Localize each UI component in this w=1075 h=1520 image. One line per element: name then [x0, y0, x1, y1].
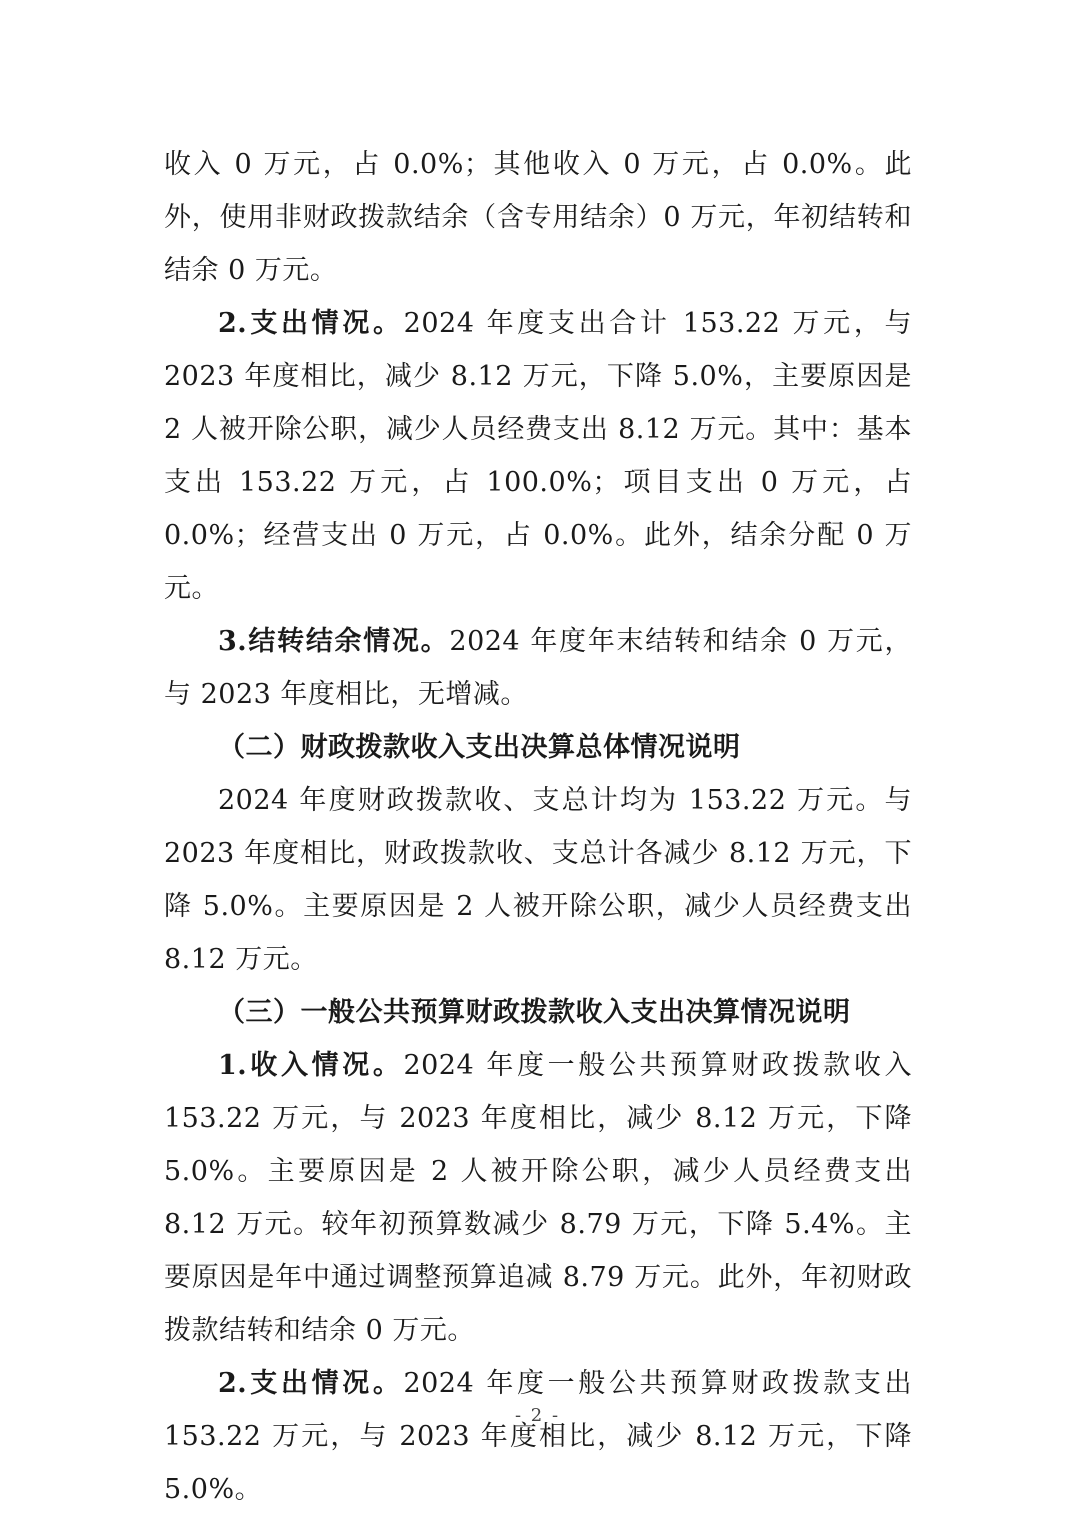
- general-income-lead: 1.收入情况。: [218, 1050, 404, 1081]
- paragraph-income-continued: 收入 0 万元，占 0.0%；其他收入 0 万元，占 0.0%。此外，使用非财政拨款结余（含专用结余）0 万元，年初结转和结余 0 万元。: [164, 149, 912, 286]
- carryover-lead: 3.结转结余情况。: [218, 626, 450, 657]
- general-expenditure-body: 2024 年度一般公共预算财政拨款支出 153.22 万元，与 2023 年度相比，减少 8.12 万元，下降 5.0%。: [164, 1368, 913, 1505]
- paragraph-expenditure: [164, 297, 912, 615]
- carryover-body: 2024 年度年末结转和结余 0 万元，与 2023 年度相比，无增减。: [164, 626, 913, 710]
- expenditure-lead: 2.支出情况。: [218, 308, 404, 339]
- paragraph-general-income: [164, 1039, 912, 1357]
- section-heading-2: （二）财政拨款收入支出决算总体情况说明: [218, 732, 741, 763]
- general-income-body: 2024 年度一般公共预算财政拨款收入 153.22 万元，与 2023 年度相比，减少 8.12 万元，下降 5.0%。主要原因是 2 人被开除公职，减少人员经费支出 8.12 万元。较年初预算数减少 8.79 万元，下降 5.4%。主要原因是年中通过调整预算追减 8.79 万元。此外，年初财政拨款结转和结余 0 万元。: [164, 1050, 913, 1346]
- expenditure-body: 2024 年度支出合计 153.22 万元，与 2023 年度相比，减少 8.12 万元，下降 5.0%，主要原因是 2 人被开除公职，减少人员经费支出 8.12 万元。其中：基本支出 153.22 万元，占 100.0%；项目支出 0 万元，占 0.0%；经营支出 0 万元，占 0.0%。此外，结余分配 0 万元。: [164, 308, 913, 604]
- general-expenditure-lead: 2.支出情况。: [218, 1368, 404, 1399]
- paragraph-fiscal-summary: 2024 年度财政拨款收、支总计均为 153.22 万元。与 2023 年度相比，财政拨款收、支总计各减少 8.12 万元，下降 5.0%。主要原因是 2 人被开除公职，减少人员经费支出 8.12 万元。: [164, 785, 912, 975]
- section-heading-3: （三）一般公共预算财政拨款收入支出决算情况说明: [218, 997, 851, 1028]
- paragraph-general-expenditure: [164, 1357, 912, 1516]
- page-number: - 2 -: [514, 1405, 561, 1426]
- document-body: [164, 138, 912, 1516]
- paragraph-carryover: [164, 615, 912, 721]
